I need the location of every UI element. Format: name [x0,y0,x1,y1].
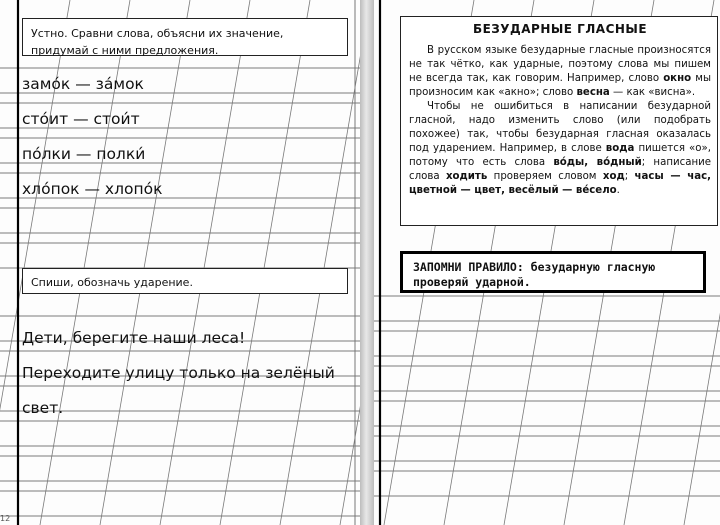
copy-line-3: свет. [22,399,64,417]
word-pair-2: сто́ит — стои́т [22,110,140,128]
word-pair-1: замо́к — за́мок [22,75,144,93]
rule-text [409,44,711,198]
task2-instruction: Спиши, обозначь ударение. [31,276,193,289]
rule-title: БЕЗУДАРНЫЕ ГЛАСНЫЕ [472,22,648,36]
remember-rule-lead: ЗАПОМНИ ПРАВИЛО: [413,260,524,274]
rule-box [400,16,718,226]
task1-instruction-box [22,18,348,56]
task2-instruction-box [22,268,348,294]
book-gutter [360,0,374,525]
copy-line-1: Дети, берегите наши леса! [22,329,246,347]
copy-line-2: Переходите улицу только на зелёный [22,364,335,382]
page-edge-mark: 12 [0,514,11,523]
right-page [374,0,720,525]
task1-instruction: Устно. Сравни слова, объясни их значение, придумай с ними предложения. [31,27,284,57]
remember-rule-box [400,251,706,293]
remember-rule-text: безударную гласную проверяй ударной. [413,260,656,289]
word-pair-4: хло́пок — хлопо́к [22,180,163,198]
word-pair-3: по́лки — полки́ [22,145,146,163]
rule-paragraph-1: В русском языке безударные гласные произносятся не так чётко, как ударные, поэтому слова мы пишем не всегда так, как говорим. Например, слово окно мы произносим как «акно»; слово весна — как «висна». [409,45,711,98]
rule-paragraph-2: Чтобы не ошибиться в написании безударной гласной, надо изменить слово (или подобрать похожее) так, чтобы безударная гласная оказалась под ударением. Например, в слове вода пишется «о», потому что есть слова во́ды, во́дный; написание слова ходить проверяем словом ход; часы — час, цветной — цвет, весёлый — ве́село. [409,101,711,196]
